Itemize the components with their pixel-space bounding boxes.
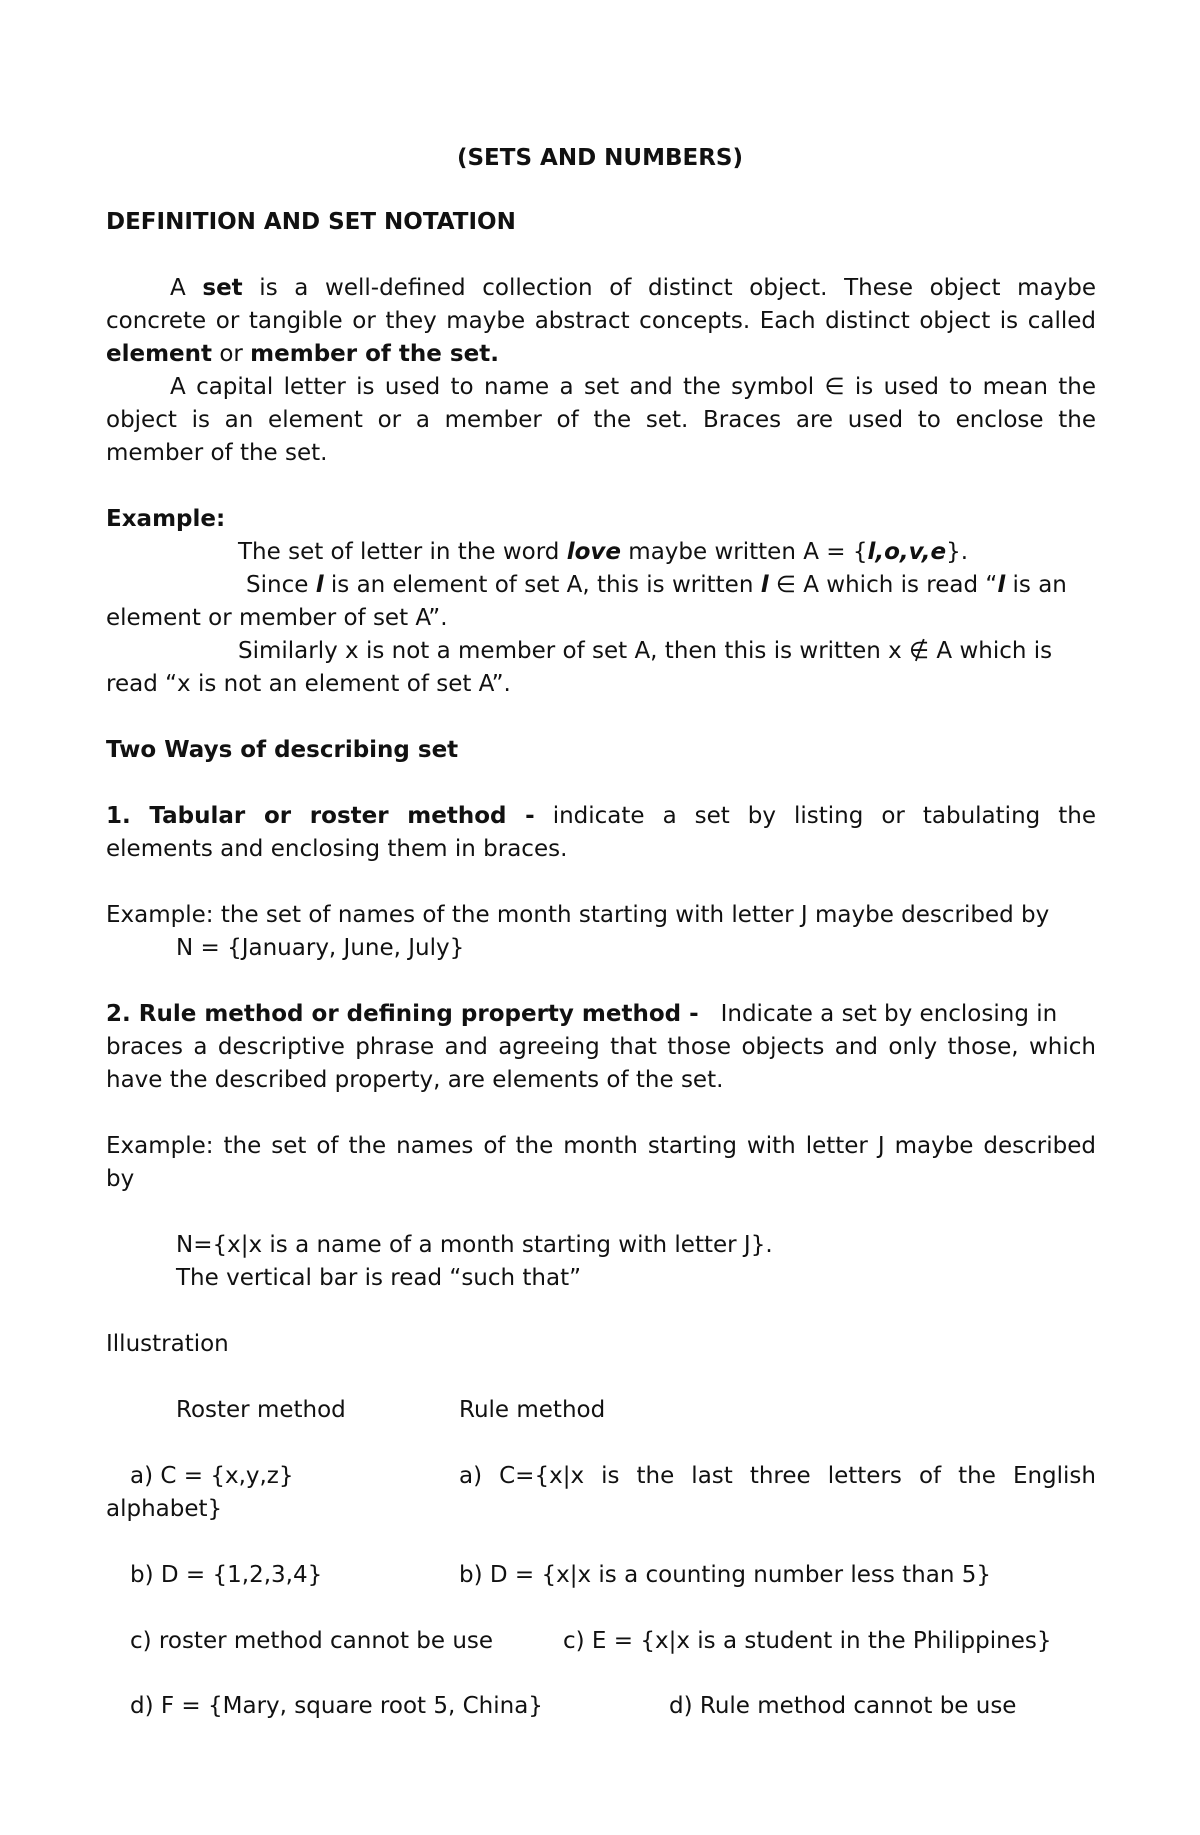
notation-line-1: A capital letter is used to name a set and the symbol ∈ is used to mean the — [170, 374, 1096, 400]
illustration-a-rule: a) C={x|x is the last three letters of the English — [459, 1463, 1096, 1489]
rule-example-line-2: by — [106, 1166, 135, 1192]
notation-line-2: object is an element or a member of the set. Braces are used to enclose the — [106, 407, 1096, 433]
example-line-3: element or member of set A”. — [106, 605, 448, 631]
rule-method-line-1: 2. Rule method or defining property method - Indicate a set by enclosing in — [106, 1001, 1058, 1027]
section-heading: DEFINITION AND SET NOTATION — [106, 209, 516, 235]
roster-method-line-1: 1. Tabular or roster method - indicate a set by listing or tabulating the — [106, 803, 1096, 829]
illustration-c-rule: c) E = {x|x is a student in the Philippines} — [563, 1628, 1052, 1654]
example-line-5: read “x is not an element of set A”. — [106, 671, 511, 697]
roster-column-header: Roster method — [176, 1397, 346, 1423]
definition-line-3: element or member of the set. — [106, 341, 499, 367]
illustration-a-roster: a) C = {x,y,z} — [130, 1463, 294, 1489]
illustration-d-rule: d) Rule method cannot be use — [669, 1693, 1017, 1719]
rule-column-header: Rule method — [459, 1397, 606, 1423]
illustration-b-rule: b) D = {x|x is a counting number less than 5} — [459, 1562, 991, 1588]
roster-method-label: 1. Tabular or roster method - — [106, 803, 535, 829]
illustration-d-roster: d) F = {Mary, square root 5, China} — [130, 1693, 543, 1719]
term-set: set — [202, 275, 243, 301]
rule-method-label: 2. Rule method or defining property method - — [106, 1001, 699, 1027]
roster-method-line-2: elements and enclosing them in braces. — [106, 836, 568, 862]
example-line-1: The set of letter in the word love maybe written A = {l,o,v,e}. — [238, 539, 969, 565]
term-element: element — [106, 341, 213, 367]
rule-method-line-3: have the described property, are elements of the set. — [106, 1067, 724, 1093]
page-title: (SETS AND NUMBERS) — [456, 145, 744, 171]
roster-example: Example: the set of names of the month starting with letter J maybe described by — [106, 902, 1050, 928]
illustration-c-roster: c) roster method cannot be use — [130, 1628, 494, 1654]
vertical-bar-note: The vertical bar is read “such that” — [176, 1265, 582, 1291]
rule-method-line-2: braces a descriptive phrase and agreeing that those objects and only those, which — [106, 1034, 1096, 1060]
roster-example-set: N = {January, June, July} — [176, 935, 465, 961]
term-member: member of the set. — [250, 341, 499, 367]
definition-line-2: concrete or tangible or they maybe abstract concepts. Each distinct object is called — [106, 308, 1096, 334]
definition-line-1: A set is a well-defined collection of distinct object. These object maybe — [170, 275, 1096, 301]
illustration-b-roster: b) D = {1,2,3,4} — [130, 1562, 323, 1588]
illustration-a-rule-cont: alphabet} — [106, 1496, 223, 1522]
two-ways-heading: Two Ways of describing set — [106, 737, 459, 763]
illustration-label: Illustration — [106, 1331, 229, 1357]
rule-example-set: N={x|x is a name of a month starting with letter J}. — [176, 1232, 773, 1258]
notation-line-3: member of the set. — [106, 440, 328, 466]
rule-example-line-1: Example: the set of the names of the month starting with letter J maybe described — [106, 1133, 1096, 1159]
example-line-4: Similarly x is not a member of set A, then this is written x ∉ A which is — [238, 638, 1053, 664]
example-label: Example: — [106, 506, 226, 532]
example-line-2: Since l is an element of set A, this is written l ∈ A which is read “l is an — [246, 572, 1067, 598]
